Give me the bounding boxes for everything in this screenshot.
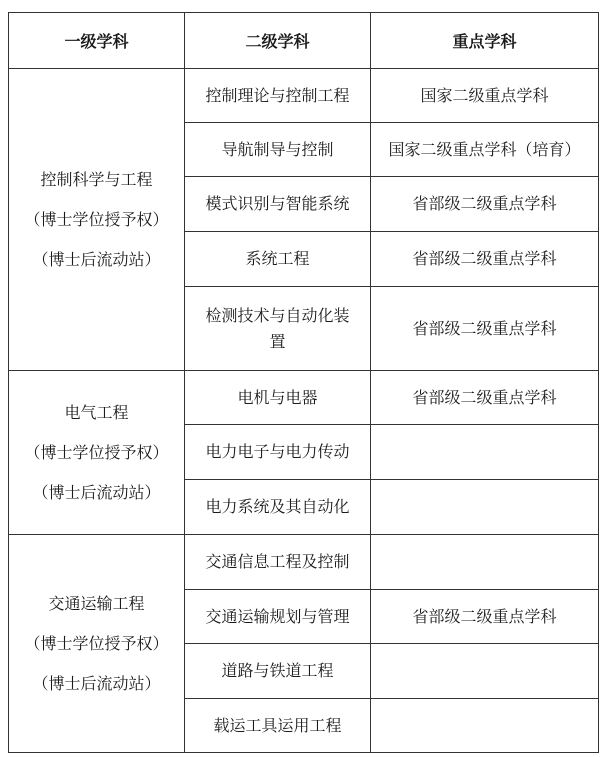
key-discipline-cell — [371, 425, 599, 480]
first-level-name: 电气工程 — [64, 402, 129, 422]
header-first-level: 一级学科 — [9, 13, 185, 69]
key-discipline-cell — [371, 535, 599, 590]
table-row — [9, 371, 599, 425]
doctoral-note: （博士学位授予权） — [24, 633, 169, 653]
second-level-cell: 道路与铁道工程 — [185, 644, 371, 699]
key-discipline-cell: 国家二级重点学科（培育） — [371, 123, 599, 177]
key-discipline-cell: 国家二级重点学科 — [371, 69, 599, 123]
key-discipline-cell — [371, 480, 599, 535]
table-row — [9, 535, 599, 590]
second-level-cell: 电机与电器 — [185, 371, 371, 425]
header-key-discipline: 重点学科 — [371, 13, 599, 69]
first-level-cell — [9, 535, 185, 753]
second-level-cell: 导航制导与控制 — [185, 123, 371, 177]
second-level-cell: 电力电子与电力传动 — [185, 425, 371, 480]
postdoc-note: （博士后流动站） — [32, 673, 161, 693]
first-level-name: 交通运输工程 — [48, 593, 145, 613]
first-level-name: 控制科学与工程 — [40, 169, 153, 189]
key-discipline-cell: 省部级二级重点学科 — [371, 590, 599, 644]
key-discipline-cell: 省部级二级重点学科 — [371, 177, 599, 232]
first-level-cell — [9, 69, 185, 371]
first-level-cell — [9, 371, 185, 535]
table-row — [9, 69, 599, 123]
second-level-cell: 交通信息工程及控制 — [185, 535, 371, 590]
key-discipline-cell: 省部级二级重点学科 — [371, 232, 599, 287]
doctoral-note: （博士学位授予权） — [24, 442, 169, 462]
header-row — [9, 13, 599, 69]
second-level-cell: 控制理论与控制工程 — [185, 69, 371, 123]
header-second-level: 二级学科 — [185, 13, 371, 69]
second-level-cell: 电力系统及其自动化 — [185, 480, 371, 535]
key-discipline-cell: 省部级二级重点学科 — [371, 371, 599, 425]
key-discipline-cell — [371, 699, 599, 753]
second-level-cell: 系统工程 — [185, 232, 371, 287]
key-discipline-cell — [371, 644, 599, 699]
postdoc-note: （博士后流动站） — [32, 482, 161, 502]
postdoc-note: （博士后流动站） — [32, 249, 161, 269]
second-level-cell: 载运工具运用工程 — [185, 699, 371, 753]
key-discipline-cell: 省部级二级重点学科 — [371, 287, 599, 371]
doctoral-note: （博士学位授予权） — [24, 209, 169, 229]
second-level-cell: 模式识别与智能系统 — [185, 177, 371, 232]
discipline-table — [8, 12, 599, 753]
second-level-cell: 交通运输规划与管理 — [185, 590, 371, 644]
second-level-cell: 检测技术与自动化装置 — [185, 287, 371, 371]
